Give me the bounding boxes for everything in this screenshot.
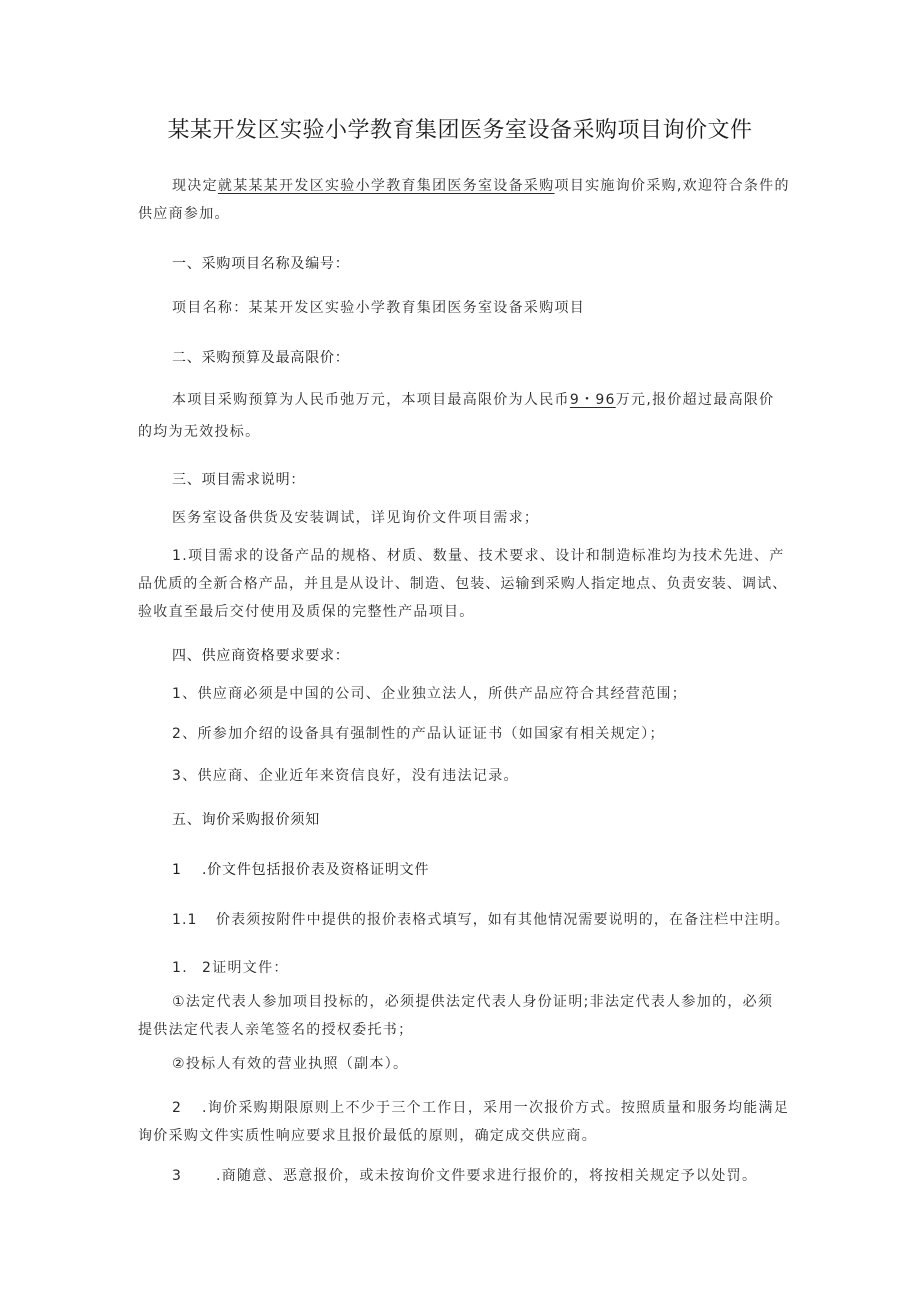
quote-doc-contents	[138, 856, 790, 884]
qualification-item-1: 1、供应商必须是中国的公司、企业独立法人，所供产品应符合其经营范围；	[172, 686, 688, 702]
max-limit-value: 9・96	[569, 392, 616, 408]
certificate-item2: ②投标人有效的营业执照（副本）。	[172, 1056, 409, 1072]
certificate-item1-line2: 提供法定代表人亲笔签名的授权委托书；	[138, 1022, 414, 1038]
section4-heading: 四、供应商资格要求要求：	[172, 648, 350, 664]
quote-form-rule	[138, 906, 790, 934]
sub11-text: 价表须按附件中提供的报价表格式填写，如有其他情况需要说明的，在备注栏中注明。	[216, 912, 790, 928]
budget-line-1	[138, 386, 790, 414]
sub2-number: 2	[172, 1100, 183, 1116]
budget-prefix: 本项目采购预算为人民币弛万元，本项目最高限价为人民币	[172, 392, 570, 408]
qualification-item-3: 3、供应商、企业近年来资信良好，没有违法记录。	[172, 768, 519, 784]
intro-line-2: 供应商参加。	[138, 206, 230, 222]
certificate-heading	[138, 954, 790, 982]
sub3-number: 3	[172, 1168, 183, 1184]
intro-suffix: 项目实施询价采购,欢迎符合条件的	[554, 178, 790, 194]
section1-project-name	[138, 294, 790, 322]
certificate-item1-line1: ①法定代表人参加项目投标的，必须提供法定代表人身份证明;非法定代表人参加的，必须	[172, 994, 774, 1010]
sub2-text-line1: .询价采购期限原则上不少于三个工作日，采用一次报价方式。按照质量和服务均能满足	[202, 1100, 790, 1116]
section5-heading: 五、询价采购报价须知	[172, 812, 320, 828]
document-title: 某某开发区实验小学教育集团医务室设备采购项目询价文件	[167, 118, 753, 143]
quote-period-line1	[138, 1094, 790, 1122]
intro-line-1	[138, 172, 790, 200]
project-name-value: 某某开发区实验小学教育集团医务室设备采购项目	[248, 300, 586, 316]
requirement-item1-line1: 1.项目需求的设备产品的规格、材质、数量、技术要求、设计和制造标准均为技术先进、产	[172, 548, 785, 564]
intro-prefix: 现决定	[172, 178, 218, 194]
sub1-number: 1	[172, 862, 182, 878]
budget-line-2: 的均为无效投标。	[138, 424, 261, 440]
budget-suffix: 万元,报价超过最高限价	[615, 392, 775, 408]
requirement-item1-line2: 品优质的全新合格产品，并且是从设计、制造、包装、运输到采购人指定地点、负责安装、调试、	[138, 576, 788, 592]
section1-heading: 一、采购项目名称及编号：	[172, 256, 350, 272]
requirement-item1-line3: 验收直至最后交付使用及质保的完整性产品项目。	[138, 604, 475, 620]
intro-project-name: 就某某某开发区实验小学教育集团医务室设备采购	[217, 178, 555, 194]
qualification-item-2: 2、所参加介绍的设备具有强制性的产品认证证书（如国家有相关规定）；	[172, 726, 665, 742]
section3-heading: 三、项目需求说明：	[172, 472, 306, 488]
sub1-text: .价文件包括报价表及资格证明文件	[202, 862, 430, 878]
sub12-number: 1.	[172, 960, 188, 976]
project-name-label: 项目名称：	[172, 300, 249, 316]
requirement-summary: 医务室设备供货及安装调试，详见询价文件项目需求；	[172, 510, 540, 526]
section2-heading: 二、采购预算及最高限价：	[172, 350, 350, 366]
quote-period-line2: 询价采购文件实质性响应要求且报价最低的原则，确定成交供应商。	[138, 1128, 597, 1144]
sub3-text: .商随意、恶意报价，或未按询价文件要求进行报价的，将按相关规定予以处罚。	[216, 1168, 758, 1184]
sub12-text: 2证明文件：	[202, 960, 289, 976]
sub11-number: 1.1	[172, 912, 198, 928]
penalty-rule	[138, 1162, 790, 1190]
